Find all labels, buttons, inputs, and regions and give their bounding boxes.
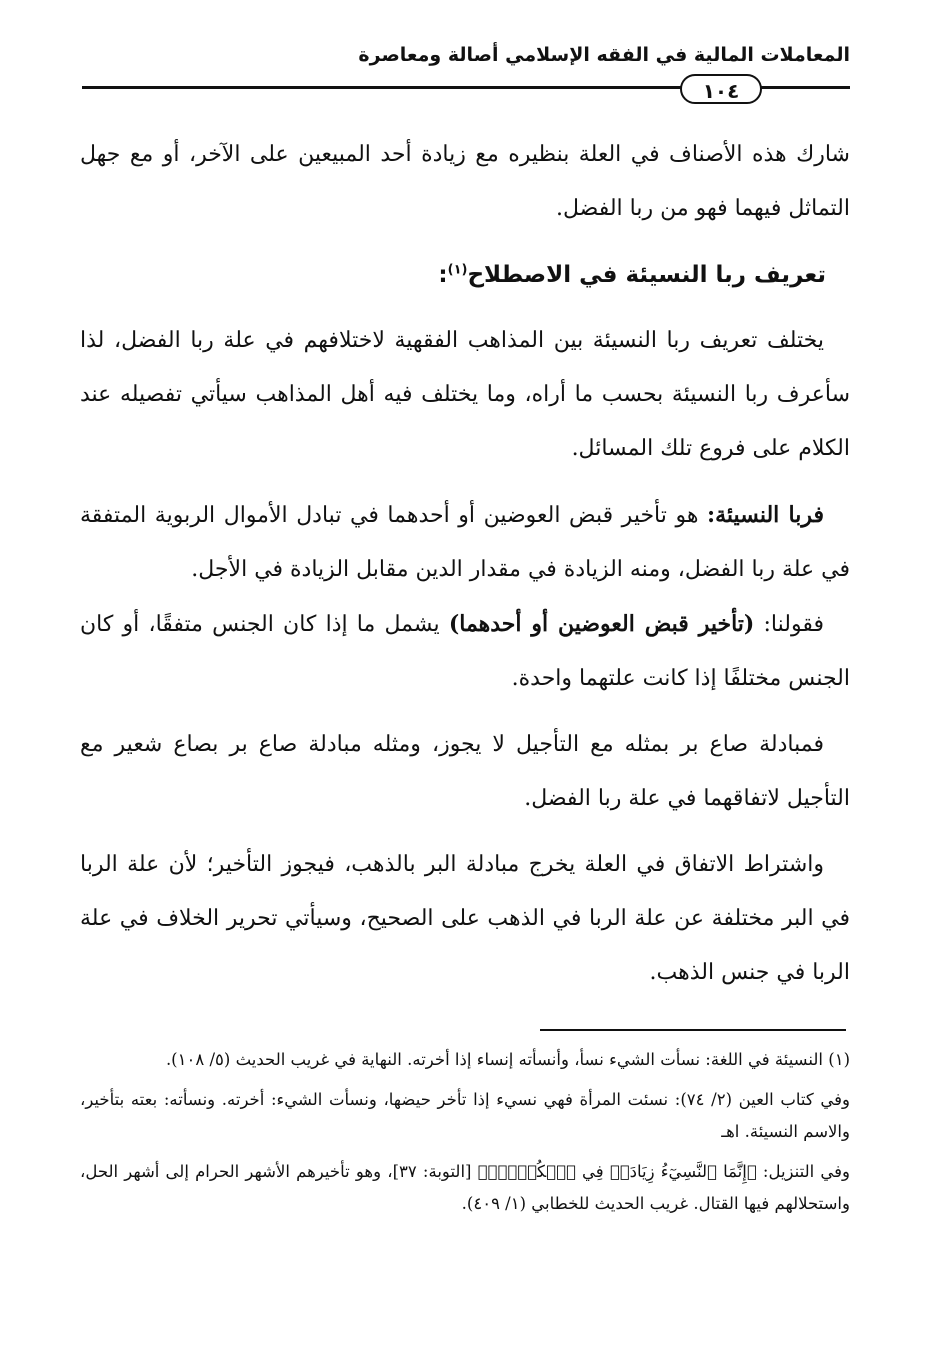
paragraph-explanation [80, 597, 850, 706]
paragraph-definition [80, 488, 850, 597]
footnotes [80, 1044, 850, 1228]
paragraph-condition: واشتراط الاتفاق في العلة يخرج مبادلة البر بالذهب، فيجوز التأخير؛ لأن علة الربا في البر مختلفة عن علة الربا في الذهب على الصحيح، وسيأتي تحرير الخلاف في علة الربا في جنس الذهب. [80, 852, 850, 985]
explanation-text: يشمل ما إذا كان الجنس متفقًا، أو كان الجنس مختلفًا إذا كانت علتهما واحدة. [80, 612, 850, 691]
footnote-1: (١) النسيئة في اللغة: نسأت الشيء نسأ، وأنسأته إنساء إذا أخرته. النهاية في غريب الحديث (٥/ ١٠٨). [165, 1050, 850, 1069]
footnote-separator [540, 1029, 846, 1031]
footnote-1-continued-b: وفي التنزيل: ﴿إِنَّمَا ٱلنَّسِيٓءُ زِيَادَةٞ فِي ٱلۡكُفۡرِۖ﴾ [التوبة: ٣٧]، وهو تأخيرهم الأشهر الحرام إلى أشهر الحل، واستحلالهم فيها القتال. غريب الحديث للخطابي (١/ ٤٠٩). [80, 1162, 850, 1213]
running-header-title: المعاملات المالية في الفقه الإسلامي أصالة ومعاصرة [358, 44, 850, 66]
main-text [80, 128, 850, 1000]
section-heading [80, 248, 850, 302]
paragraph-example: فمبادلة صاع بر بمثله مع التأجيل لا يجوز، ومثله مبادلة صاع بر بصاع شعير مع التأجيل لاتفاقهما في علة ربا الفضل. [80, 732, 850, 811]
paragraph-continuation: شارك هذه الأصناف في العلة بنظيره مع زيادة أحد المبيعين على الآخر، أو مع جهل التماثل فيهما فهو من ربا الفضل. [80, 142, 850, 221]
definition-text: هو تأخير قبض العوضين أو أحدهما في تبادل الأموال الربوية المتفقة في علة ربا الفضل، ومنه الزيادة في مقدار الدين مقابل الزيادة في الأجل. [80, 503, 850, 582]
paragraph-definition-intro: يختلف تعريف ربا النسيئة بين المذاهب الفقهية لاختلافهم في علة ربا الفضل، لذا سأعرف ربا النسيئة بحسب ما أراه، وما يختلف فيه أهل المذاهب سيأتي تفصيله عند الكلام على فروع تلك المسائل. [80, 328, 850, 461]
definition-term: فربا النسيئة: [707, 502, 824, 528]
section-heading-text: تعريف ربا النسيئة في الاصطلاح [467, 262, 826, 288]
footnote-ref-1: (١) [447, 262, 468, 278]
explanation-quote: (تأخير قبض العوضين أو أحدهما) [448, 611, 755, 637]
heading-colon: : [438, 262, 448, 288]
page-number-badge: ١٠٤ [680, 74, 762, 104]
explanation-lead: فقولنا: [754, 612, 824, 637]
footnote-1-continued-a: وفي كتاب العين (٢/ ٧٤): نسئت المرأة فهي نسيء إذا تأخر حيضها، ونسأت الشيء: أخرته. ونسأته: بعته بتأخير، والاسم النسيئة. اهـ [80, 1090, 850, 1141]
